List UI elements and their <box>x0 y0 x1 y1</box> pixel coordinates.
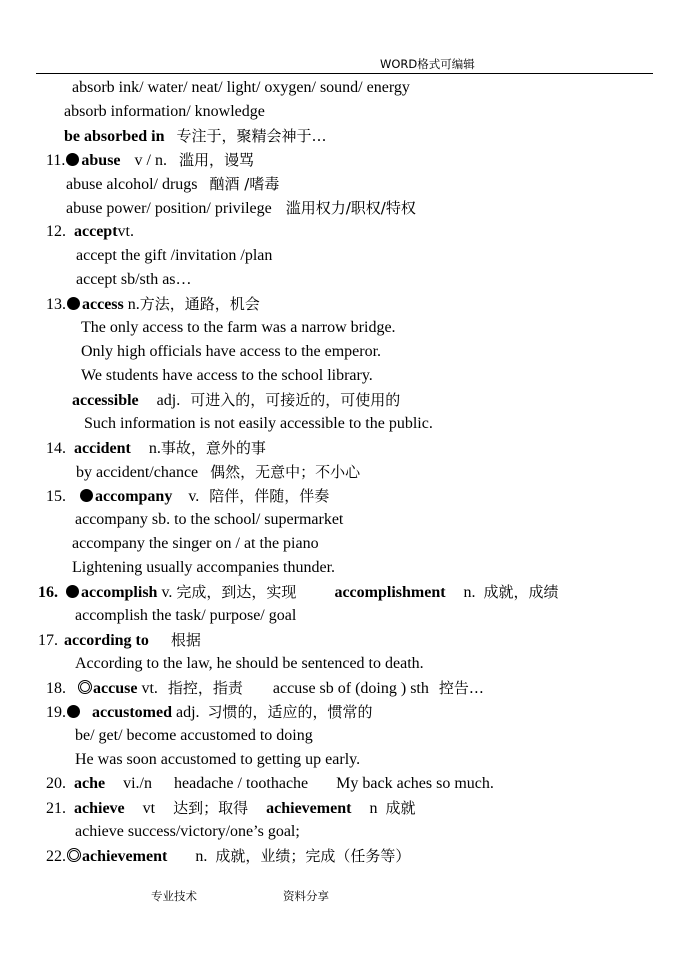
entry-line <box>46 150 254 170</box>
derived-word: accomplishment <box>334 584 446 601</box>
header-rule <box>36 73 653 74</box>
part-of-speech: vt <box>142 800 156 817</box>
headword: accomplish <box>81 584 158 601</box>
translation: 酗酒 /嗜毒 <box>209 175 280 193</box>
translation: 习惯的，适应的，惯常的 <box>207 703 373 721</box>
entry-number: 13. <box>46 296 66 313</box>
text-line: Only high officials have access to the emperor. <box>81 343 382 360</box>
example: abuse power/ position/ privilege <box>66 200 272 217</box>
part-of-speech: n. <box>463 584 476 601</box>
entry-number: 11. <box>46 152 66 169</box>
bullet-ring-icon <box>78 680 92 694</box>
translation: 达到；取得 <box>173 799 249 817</box>
entry-number: 21. <box>46 800 66 817</box>
headword: accompany <box>95 488 173 505</box>
translation: 完成，到达，实现 <box>176 583 297 601</box>
entry-line <box>46 702 373 722</box>
example: My back aches so much. <box>336 775 494 792</box>
footer-left: 专业技术 <box>151 889 197 903</box>
headword: according to <box>64 632 149 649</box>
bullet-dot-icon <box>66 585 79 598</box>
example: by accident/chance <box>76 464 199 481</box>
headword: abuse <box>81 152 121 169</box>
text-line: achieve success/victory/one’s goal; <box>75 823 300 840</box>
entry-number: 19. <box>46 704 66 721</box>
headword: achieve <box>74 800 125 817</box>
text-line <box>66 174 279 194</box>
entry-line <box>46 846 410 866</box>
translation: 根据 <box>170 631 201 649</box>
entry-number: 22. <box>46 848 66 865</box>
entry-number: 12. <box>46 223 66 240</box>
phrase: be absorbed in <box>64 128 165 145</box>
text-line: The only access to the farm was a narrow bridge. <box>81 319 396 336</box>
translation: 方法，通路，机会 <box>139 295 260 313</box>
part-of-speech: v / n. <box>134 152 167 169</box>
bullet-dot-icon <box>67 297 80 310</box>
entry-line <box>46 438 266 458</box>
entry-line <box>46 678 484 698</box>
entry-line <box>38 630 201 650</box>
text-line: Lightening usually accompanies thunder. <box>72 559 336 576</box>
entry-number: 14. <box>46 440 66 457</box>
part-of-speech: adj. <box>175 704 200 721</box>
translation: 控告… <box>438 679 484 697</box>
phrase: accuse sb of (doing ) sth <box>272 680 429 697</box>
translation: 事故，意外的事 <box>160 439 266 457</box>
headword: ache <box>74 775 106 792</box>
part-of-speech: vt. <box>141 680 158 697</box>
bullet-ring-icon <box>67 848 81 862</box>
part-of-speech: v. <box>161 584 173 601</box>
translation: 偶然，无意中；不小心 <box>210 463 361 481</box>
translation: 指控，指责 <box>167 679 243 697</box>
entry-line <box>46 774 494 794</box>
text-line <box>76 462 360 482</box>
headword: accident <box>74 440 131 457</box>
entry-number: 17. <box>38 632 58 649</box>
example: headache / toothache <box>174 775 309 792</box>
text-line: be/ get/ become accustomed to doing <box>75 727 313 744</box>
text-line: accompany sb. to the school/ supermarket <box>75 511 344 528</box>
part-of-speech: n <box>369 800 378 817</box>
example: abuse alcohol/ drugs <box>66 176 198 193</box>
text-line: accept the gift /invitation /plan <box>76 247 273 264</box>
text-line: According to the law, he should be sentenced to death. <box>75 655 424 672</box>
bullet-dot-icon <box>80 489 93 502</box>
part-of-speech: v. <box>188 488 200 505</box>
entry-line <box>38 582 559 602</box>
text-line: absorb information/ knowledge <box>64 103 265 120</box>
headword: access <box>82 296 124 313</box>
text-line <box>64 126 326 146</box>
footer-right: 资料分享 <box>283 889 329 903</box>
part-of-speech: adj. <box>156 392 181 409</box>
part-of-speech: n. <box>127 296 140 313</box>
text-line: accept sb/sth as… <box>76 271 192 288</box>
text-line: absorb ink/ water/ neat/ light/ oxygen/ sound/ energy <box>72 79 410 96</box>
entry-number: 15. <box>46 488 66 505</box>
bullet-dot-icon <box>67 705 80 718</box>
translation: 滥用权力/职权/特权 <box>285 199 416 217</box>
entry-line <box>46 294 260 314</box>
derived-word: accessible <box>72 392 139 409</box>
entry-line <box>46 486 329 506</box>
bullet-dot-icon <box>66 153 79 166</box>
derived-word: achievement <box>266 800 352 817</box>
translation: 陪伴，伴随，伴奏 <box>209 487 330 505</box>
translation: 专注于，聚精会神于… <box>176 127 327 145</box>
text-line: accomplish the task/ purpose/ goal <box>75 607 297 624</box>
headword: accuse <box>93 680 138 697</box>
part-of-speech: vt. <box>117 223 134 240</box>
translation: 可进入的，可接近的，可使用的 <box>190 391 401 409</box>
translation: 成就 <box>385 799 416 817</box>
translation: 成就，业绩；完成（任务等） <box>215 847 411 865</box>
headword: accept <box>74 223 118 240</box>
headword: accustomed <box>92 704 172 721</box>
text-line: accompany the singer on / at the piano <box>72 535 319 552</box>
part-of-speech: n. <box>195 848 208 865</box>
text-line: We students have access to the school library. <box>81 367 373 384</box>
text-line <box>66 198 416 218</box>
text-line: He was soon accustomed to getting up early. <box>75 751 361 768</box>
entry-number: 20. <box>46 775 66 792</box>
text-line <box>72 390 400 410</box>
part-of-speech: vi./n <box>123 775 152 792</box>
entry-line <box>46 222 134 242</box>
translation: 滥用，谩骂 <box>178 151 254 169</box>
part-of-speech: n. <box>148 440 161 457</box>
translation: 成就，成绩 <box>483 583 559 601</box>
page-header: WORD格式可编辑 <box>380 57 475 71</box>
entry-line <box>46 798 415 818</box>
headword: achievement <box>82 848 168 865</box>
entry-number: 16. <box>38 584 58 601</box>
entry-number: 18. <box>46 680 66 697</box>
text-line: Such information is not easily accessible to the public. <box>84 415 433 432</box>
